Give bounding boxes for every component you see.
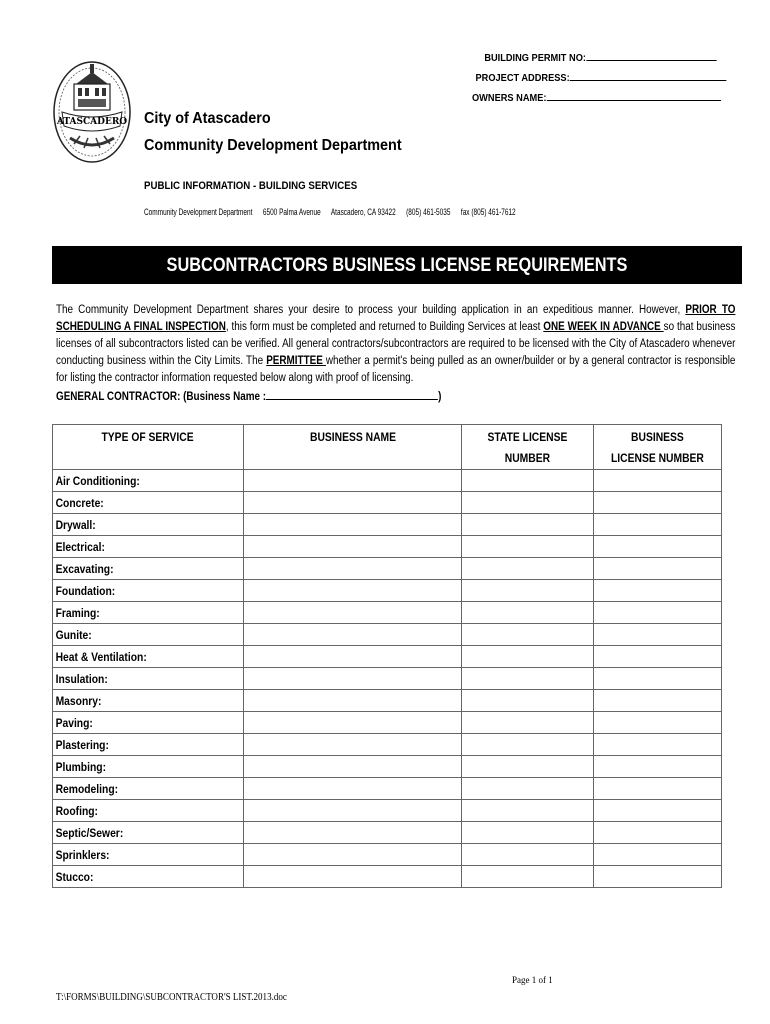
city-name: City of Atascadero	[144, 110, 271, 127]
address-phone: (805) 461-5035	[406, 207, 451, 217]
service-type-cell	[53, 822, 244, 844]
table-row	[53, 558, 722, 580]
business-license-cell[interactable]	[594, 536, 722, 558]
table-row	[53, 514, 722, 536]
general-contractor-line	[56, 387, 441, 403]
business-name-cell[interactable]	[243, 514, 462, 536]
table-row	[53, 844, 722, 866]
business-name-cell[interactable]	[243, 602, 462, 624]
business-name-cell[interactable]	[243, 668, 462, 690]
business-license-cell[interactable]	[594, 558, 722, 580]
service-type-label: Framing:	[55, 605, 100, 620]
table-row	[53, 470, 722, 492]
service-type-label: Plastering:	[55, 737, 109, 752]
business-license-cell[interactable]	[594, 514, 722, 536]
subcontractor-table	[52, 424, 722, 888]
state-license-cell[interactable]	[462, 756, 594, 778]
seal-text: ATASCADERO	[56, 117, 128, 127]
business-name-cell[interactable]	[243, 536, 462, 558]
service-type-cell	[53, 800, 244, 822]
business-name-cell[interactable]	[243, 734, 462, 756]
project-address-line	[472, 68, 726, 88]
table-row	[53, 536, 722, 558]
business-license-cell[interactable]	[594, 866, 722, 888]
general-contractor-label: GENERAL CONTRACTOR: (Business Name :	[56, 391, 267, 403]
state-license-cell[interactable]	[462, 492, 594, 514]
table-header-row	[53, 425, 722, 470]
service-type-cell	[53, 646, 244, 668]
service-type-label: Gunite:	[55, 627, 92, 642]
state-license-cell[interactable]	[462, 866, 594, 888]
state-license-cell[interactable]	[462, 602, 594, 624]
table-row	[53, 492, 722, 514]
owners-name-label: OWNERS NAME:	[472, 92, 547, 104]
business-license-cell[interactable]	[594, 624, 722, 646]
service-type-cell	[53, 866, 244, 888]
service-type-cell	[53, 756, 244, 778]
general-contractor-field[interactable]	[266, 387, 438, 400]
table-row	[53, 668, 722, 690]
business-license-cell[interactable]	[594, 734, 722, 756]
state-license-cell[interactable]	[462, 734, 594, 756]
table-row	[53, 800, 722, 822]
state-license-cell[interactable]	[462, 470, 594, 492]
service-type-cell	[53, 668, 244, 690]
state-license-cell[interactable]	[462, 514, 594, 536]
project-address-field[interactable]	[570, 68, 727, 81]
public-info-heading: PUBLIC INFORMATION - BUILDING SERVICES	[144, 180, 358, 192]
business-name-cell[interactable]	[243, 844, 462, 866]
intro-paragraph	[56, 302, 735, 387]
business-license-cell[interactable]	[594, 778, 722, 800]
state-license-cell[interactable]	[462, 580, 594, 602]
business-name-cell[interactable]	[243, 822, 462, 844]
service-type-cell	[53, 580, 244, 602]
service-type-cell	[53, 470, 244, 492]
building-permit-label: BUILDING PERMIT NO:	[484, 52, 586, 64]
business-name-cell[interactable]	[243, 866, 462, 888]
service-type-label: Electrical:	[55, 539, 105, 554]
state-license-cell[interactable]	[462, 668, 594, 690]
state-license-cell[interactable]	[462, 712, 594, 734]
service-type-cell	[53, 602, 244, 624]
address-dept: Community Development Department	[144, 207, 253, 217]
owners-name-field[interactable]	[546, 88, 720, 101]
address-city: Atascadero, CA 93422	[330, 207, 396, 217]
state-license-cell[interactable]	[462, 536, 594, 558]
table-row	[53, 822, 722, 844]
table-row	[53, 580, 722, 602]
service-type-label: Heat & Ventilation:	[55, 649, 147, 664]
business-license-cell[interactable]	[594, 822, 722, 844]
address-fax: fax (805) 461-7612	[460, 207, 516, 217]
header-business-name: BUSINESS NAME	[243, 425, 462, 470]
business-license-cell[interactable]	[594, 712, 722, 734]
service-type-cell	[53, 778, 244, 800]
business-name-cell[interactable]	[243, 492, 462, 514]
table-row	[53, 646, 722, 668]
state-license-cell[interactable]	[462, 800, 594, 822]
intro-text-2: , this form must be completed and returned to Building Services at least	[225, 321, 544, 333]
table-row	[53, 602, 722, 624]
service-type-label: Sprinklers:	[55, 847, 110, 862]
city-seal-icon	[50, 52, 134, 166]
project-address-label: PROJECT ADDRESS:	[475, 72, 570, 84]
business-name-cell[interactable]	[243, 624, 462, 646]
service-type-cell	[53, 734, 244, 756]
business-license-cell[interactable]	[594, 690, 722, 712]
state-license-cell[interactable]	[462, 822, 594, 844]
service-type-cell	[53, 514, 244, 536]
service-type-cell	[53, 690, 244, 712]
title-bar	[52, 246, 742, 284]
service-type-cell	[53, 844, 244, 866]
table-row	[53, 734, 722, 756]
intro-emphasis-final-inspection: PRIOR TO SCHEDULING A FINAL INSPECTION	[56, 304, 736, 333]
service-type-label: Foundation:	[55, 583, 116, 598]
table-row	[53, 756, 722, 778]
state-license-cell[interactable]	[462, 646, 594, 668]
business-license-cell[interactable]	[594, 492, 722, 514]
general-contractor-close: )	[438, 391, 442, 403]
service-type-label: Insulation:	[55, 671, 108, 686]
service-type-label: Excavating:	[55, 561, 114, 576]
header-state-license-number: STATE LICENSE NUMBER	[462, 425, 594, 470]
service-type-cell	[53, 712, 244, 734]
service-type-label: Paving:	[55, 715, 93, 730]
state-license-cell[interactable]	[462, 558, 594, 580]
service-type-label: Masonry:	[55, 693, 102, 708]
service-type-cell	[53, 624, 244, 646]
service-type-label: Drywall:	[55, 517, 96, 532]
business-name-cell[interactable]	[243, 580, 462, 602]
business-license-cell[interactable]	[594, 580, 722, 602]
service-type-label: Concrete:	[55, 495, 104, 510]
department-address	[144, 207, 524, 217]
service-type-label: Air Conditioning:	[55, 473, 140, 488]
department-name: Community Development Department	[144, 137, 402, 154]
business-license-cell[interactable]	[594, 646, 722, 668]
table-row	[53, 624, 722, 646]
building-permit-line	[472, 48, 726, 68]
intro-text-1: The Community Development Department shares your desire to process your building application in an expeditious manner. However,	[56, 304, 686, 316]
business-name-cell[interactable]	[243, 800, 462, 822]
service-type-cell	[53, 492, 244, 514]
table-body	[53, 470, 722, 888]
service-type-label: Roofing:	[55, 803, 98, 818]
state-license-cell[interactable]	[462, 624, 594, 646]
intro-text-4: whether a permit's being pulled as an owner/builder or by a general contractor is responsible for listing the contractor information requested below along with proof of licensing.	[56, 355, 736, 384]
permit-info-block	[472, 48, 726, 108]
state-license-cell[interactable]	[462, 690, 594, 712]
business-name-cell[interactable]	[243, 646, 462, 668]
service-type-label: Plumbing:	[55, 759, 107, 774]
table-row	[53, 778, 722, 800]
intro-emphasis-one-week: ONE WEEK IN ADVANCE	[543, 321, 664, 333]
intro-emphasis-permittee: PERMITTEE	[266, 355, 326, 367]
service-type-label: Remodeling:	[55, 781, 119, 796]
service-type-label: Septic/Sewer:	[55, 825, 124, 840]
page-title: SUBCONTRACTORS BUSINESS LICENSE REQUIREMENTS	[166, 255, 628, 276]
header-type-of-service: TYPE OF SERVICE	[53, 425, 244, 470]
business-name-cell[interactable]	[243, 558, 462, 580]
address-street: 6500 Palma Avenue	[262, 207, 321, 217]
header-business-license-number: BUSINESS LICENSE NUMBER	[594, 425, 722, 470]
business-name-cell[interactable]	[243, 778, 462, 800]
owners-name-line	[472, 88, 726, 108]
building-permit-field[interactable]	[586, 48, 716, 61]
business-license-cell[interactable]	[594, 800, 722, 822]
business-name-cell[interactable]	[243, 470, 462, 492]
business-license-cell[interactable]	[594, 756, 722, 778]
business-name-cell[interactable]	[243, 756, 462, 778]
business-license-cell[interactable]	[594, 844, 722, 866]
intro-text-3: so that business licenses of all subcontractors listed can be verified. All general contractors/subcontractors are required to be licensed with the City of Atascadero whenever conducting business within the City Limits. The	[56, 321, 736, 367]
business-license-cell[interactable]	[594, 470, 722, 492]
business-license-cell[interactable]	[594, 668, 722, 690]
table-row	[53, 866, 722, 888]
table-row	[53, 690, 722, 712]
state-license-cell[interactable]	[462, 844, 594, 866]
footer-file-path: T:\FORMS\BUILDING\SUBCONTRACTOR'S LIST.2013.doc	[56, 992, 287, 1003]
state-license-cell[interactable]	[462, 778, 594, 800]
service-type-cell	[53, 558, 244, 580]
service-type-cell	[53, 536, 244, 558]
service-type-label: Stucco:	[55, 869, 94, 884]
page-number: Page 1 of 1	[512, 975, 553, 985]
business-license-cell[interactable]	[594, 602, 722, 624]
business-name-cell[interactable]	[243, 690, 462, 712]
table-row	[53, 712, 722, 734]
business-name-cell[interactable]	[243, 712, 462, 734]
